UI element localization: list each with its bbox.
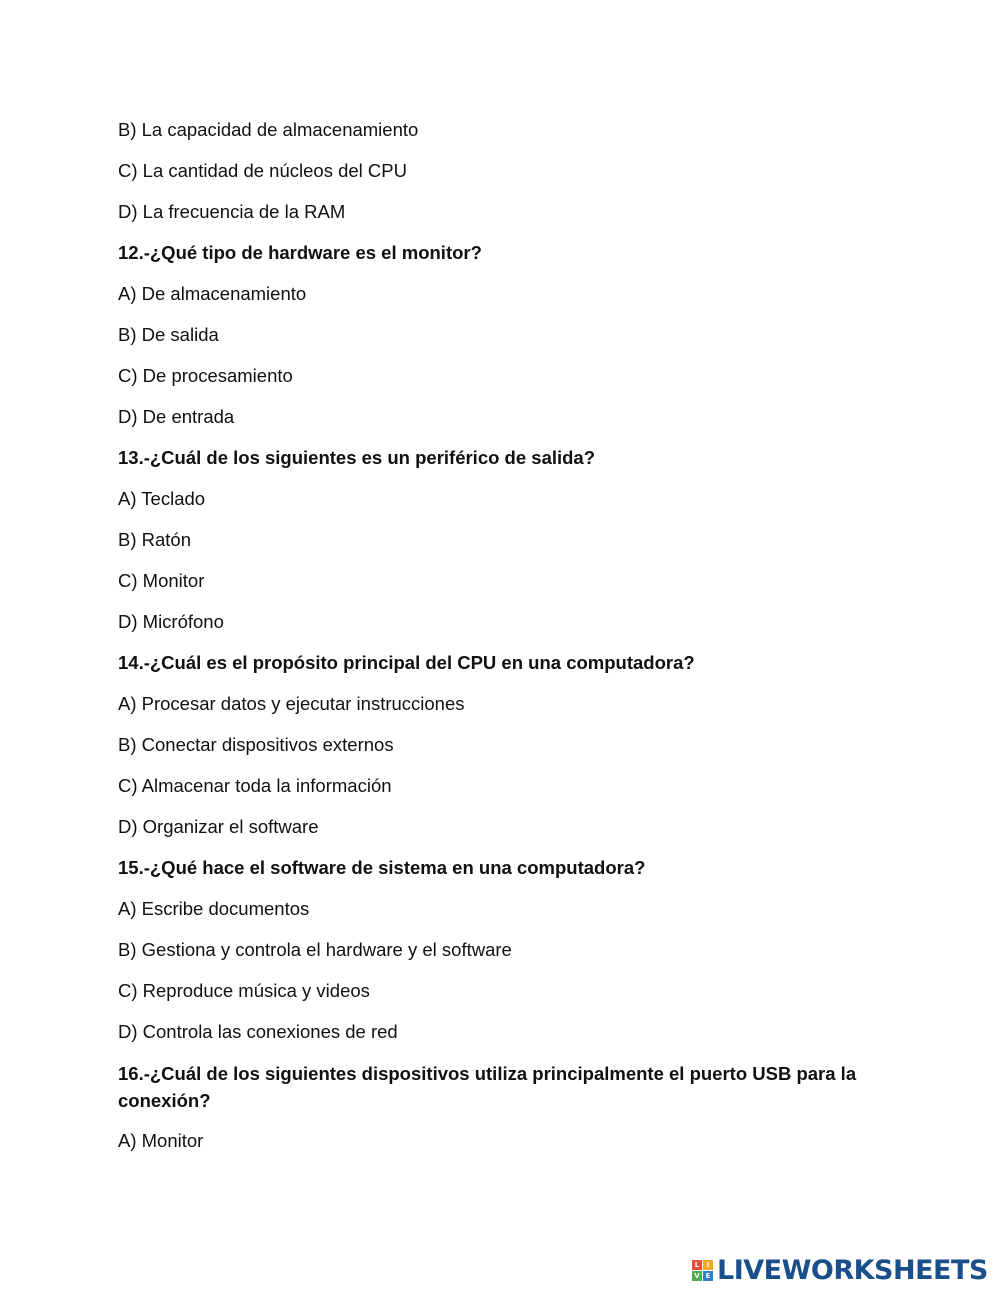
answer-option: A) Monitor [118,1130,204,1151]
question-text: 16.-¿Cuál de los siguientes dispositivos utiliza principalmente el puerto USB para la conexión? [118,1063,857,1111]
answer-option: D) La frecuencia de la RAM [118,201,346,222]
liveworksheets-logo [692,1254,988,1286]
answer-option: B) Ratón [118,529,192,550]
question-text: 12.-¿Qué tipo de hardware es el monitor? [118,242,482,263]
answer-option: A) Procesar datos y ejecutar instrucciones [118,693,465,714]
answer-option: C) La cantidad de núcleos del CPU [118,160,407,181]
answer-option: B) La capacidad de almacenamiento [118,119,419,140]
answer-option: D) Controla las conexiones de red [118,1021,398,1042]
worksheet-page [118,117,878,1169]
question-text: 14.-¿Cuál es el propósito principal del CPU en una computadora? [118,652,695,673]
logo-mark-cell: V [692,1271,702,1281]
answer-option: C) Reproduce música y videos [118,980,370,1001]
logo-mark-cell: I [703,1260,713,1270]
answer-option: C) Almacenar toda la información [118,775,392,796]
answer-option: C) De procesamiento [118,365,293,386]
answer-option: A) Escribe documentos [118,898,310,919]
answer-option: C) Monitor [118,570,205,591]
answer-option: A) Teclado [118,488,206,509]
answer-option: B) Conectar dispositivos externos [118,734,394,755]
logo-mark-cell: E [703,1271,713,1281]
answer-option: D) Micrófono [118,611,224,632]
logo-text: LIVEWORKSHEETS [717,1254,988,1286]
answer-option: D) Organizar el software [118,816,319,837]
question-text: 15.-¿Qué hace el software de sistema en una computadora? [118,857,646,878]
answer-option: B) Gestiona y controla el hardware y el software [118,939,512,960]
logo-mark-icon [692,1260,713,1281]
answer-option: D) De entrada [118,406,235,427]
logo-mark-cell: L [692,1260,702,1270]
answer-option: B) De salida [118,324,219,345]
answer-option: A) De almacenamiento [118,283,307,304]
question-text: 13.-¿Cuál de los siguientes es un periférico de salida? [118,447,596,468]
